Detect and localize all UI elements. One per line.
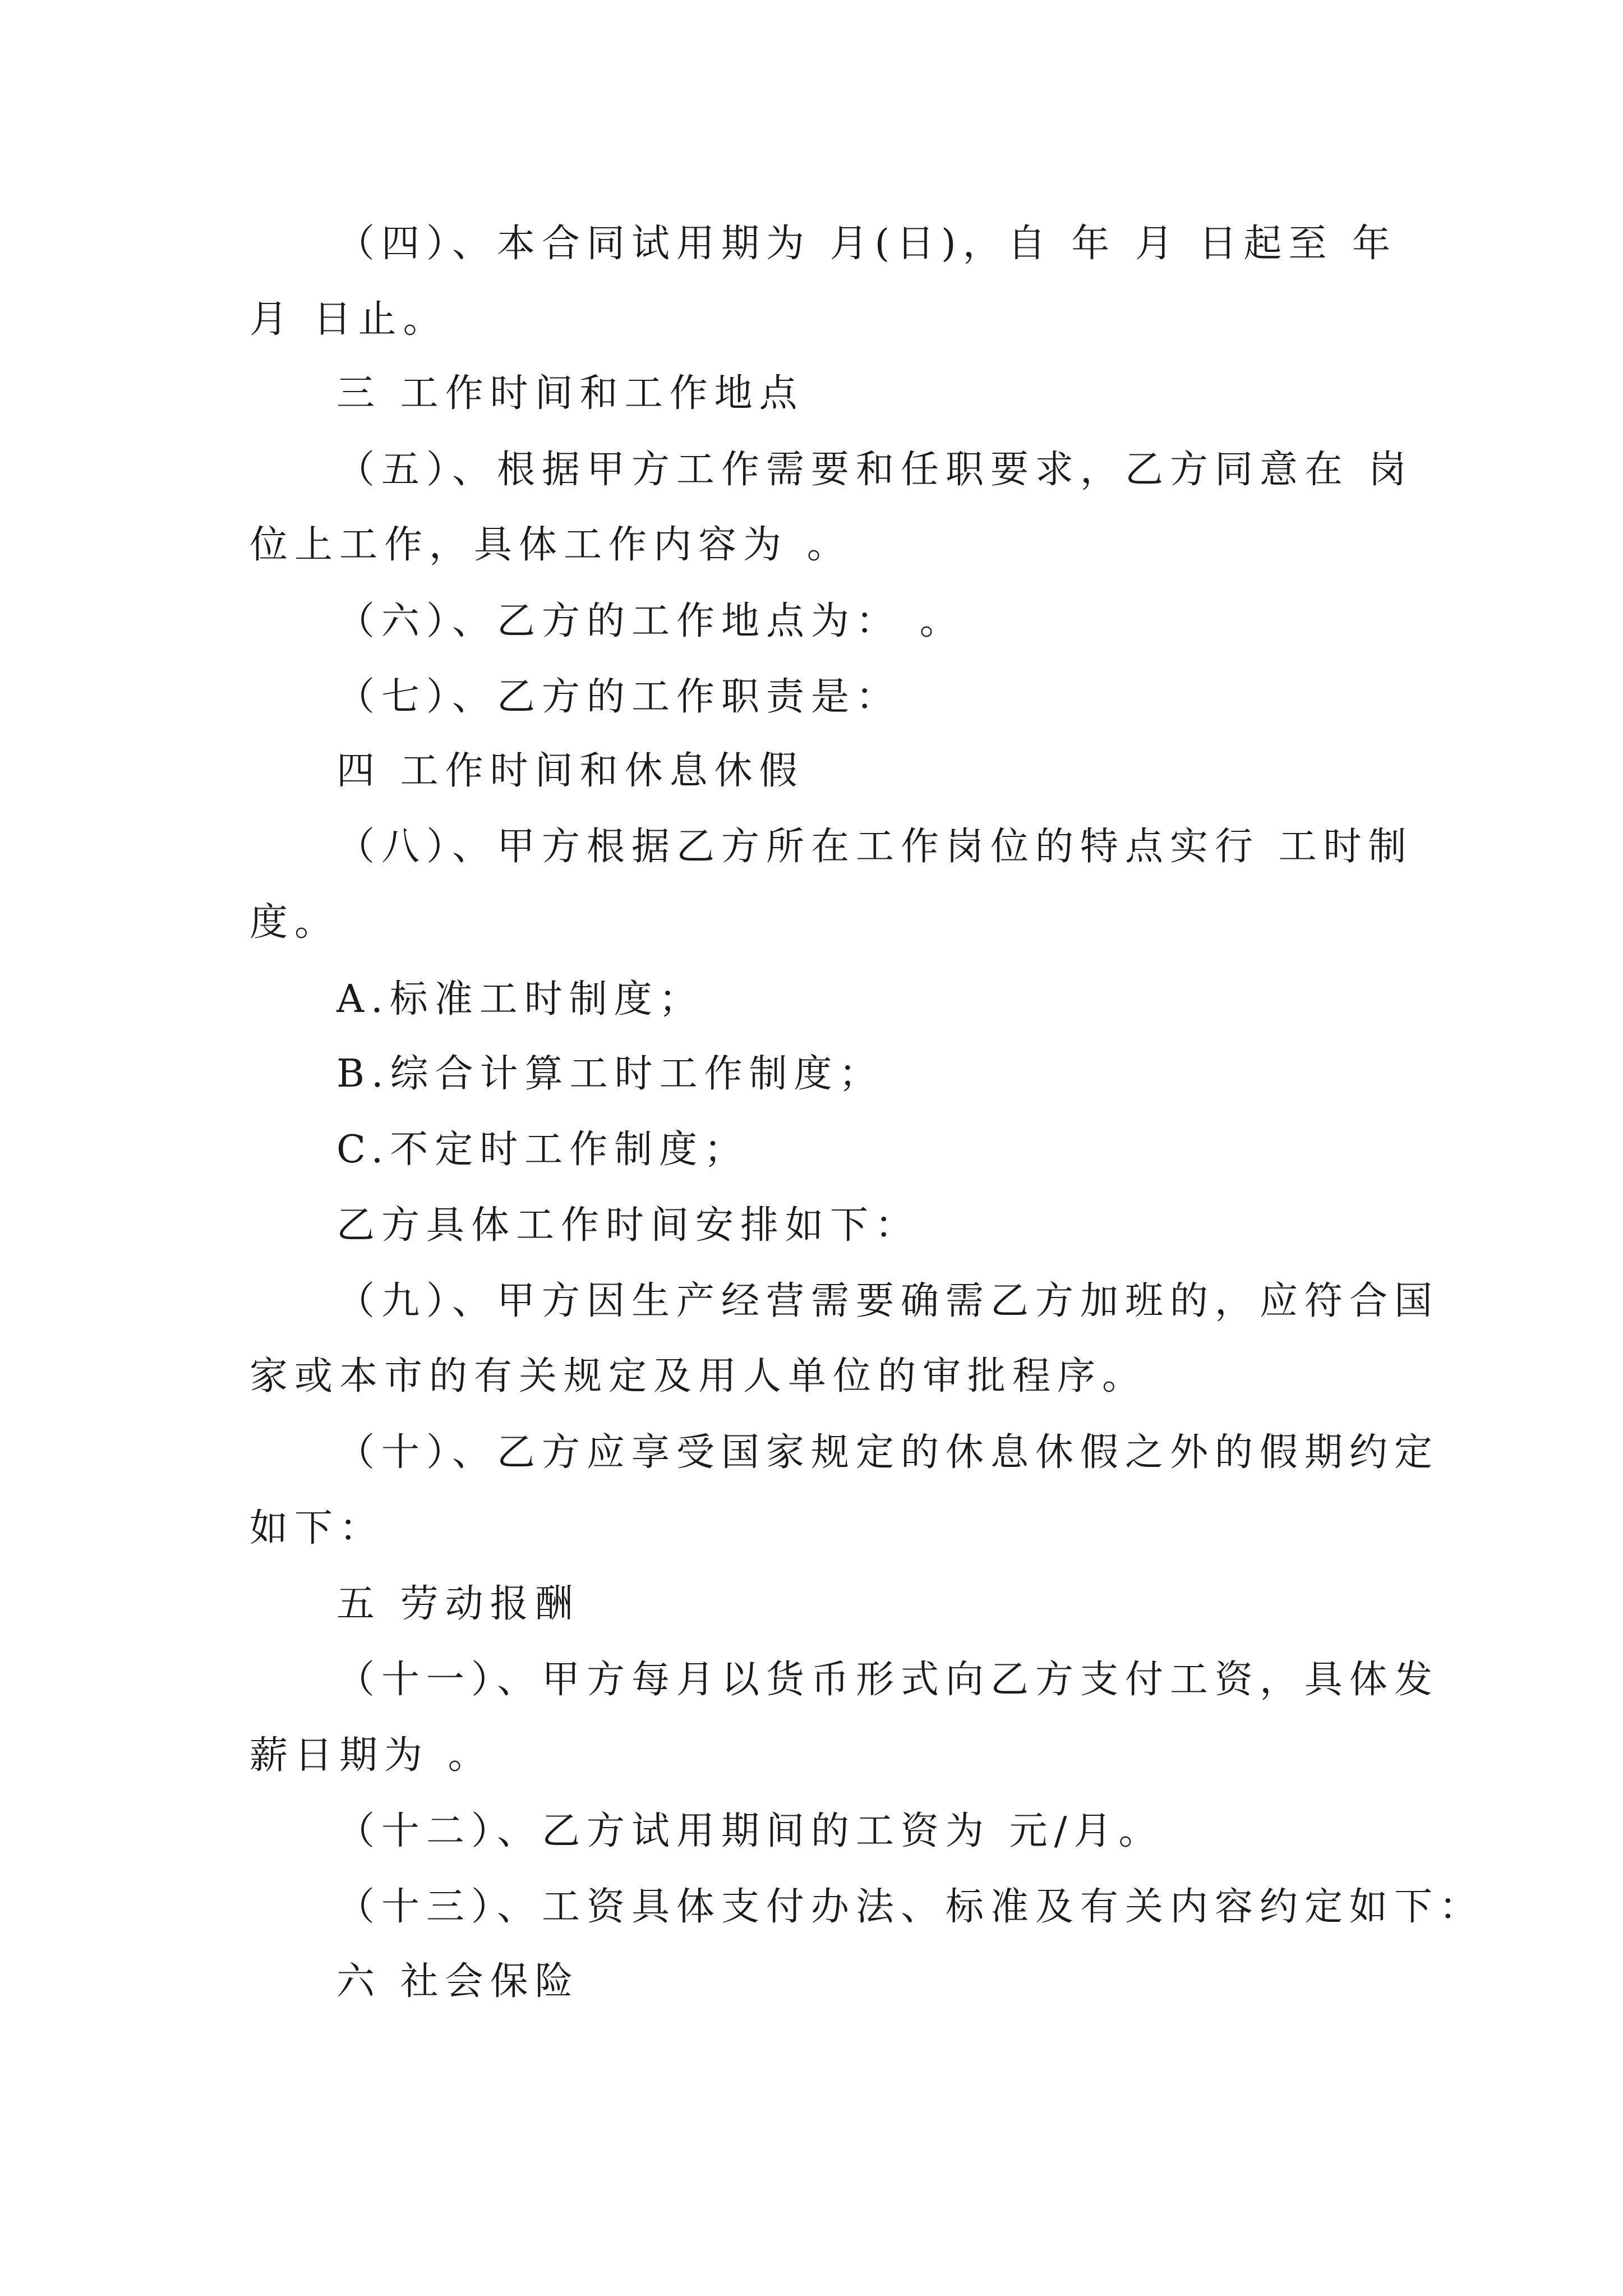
option-c: C.不定时工作制度；	[336, 1128, 749, 1172]
clause-4-line-1: （四）、本合同试用期为 月(日)，自 年 月 日起至 年	[336, 222, 1398, 266]
clause-8-line-2: 度。	[250, 900, 340, 945]
schedule-line: 乙方具体工作时间安排如下：	[336, 1203, 920, 1248]
clause-12-line-1: （十二）、乙方试用期间的工资为 元/月。	[336, 1809, 1164, 1853]
clause-9-line-1: （九）、甲方因生产经营需要确需乙方加班的，应符合国	[336, 1279, 1440, 1323]
section-3-heading: 三 工作时间和工作地点	[336, 371, 804, 416]
clause-7-line-1: （七）、乙方的工作职责是：	[336, 675, 901, 719]
clause-4-line-2: 月 日止。	[250, 297, 448, 342]
clause-8-line-1: （八）、甲方根据乙方所在工作岗位的特点实行 工时制	[336, 825, 1413, 869]
section-4-heading: 四 工作时间和休息休假	[336, 749, 804, 793]
clause-11-line-2: 薪日期为 。	[250, 1733, 493, 1778]
clause-11-line-1: （十一）、甲方每月以货币形式向乙方支付工资，具体发	[336, 1658, 1440, 1702]
clause-10-line-2: 如下：	[250, 1506, 385, 1550]
option-b: B.综合计算工时工作制度；	[336, 1052, 884, 1096]
option-a: A.标准工时制度；	[336, 977, 704, 1022]
section-5-heading: 五 劳动报酬	[336, 1582, 580, 1626]
section-6-heading: 六 社会保险	[336, 1959, 580, 2004]
clause-5-line-1: （五）、根据甲方工作需要和任职要求，乙方同意在 岗	[336, 448, 1413, 492]
clause-13-line-1: （十三）、工资具体支付办法、标准及有关内容约定如下：	[336, 1885, 1484, 1929]
clause-6-line-1: （六）、乙方的工作地点为： 。	[336, 599, 965, 643]
clause-5-line-2: 位上工作，具体工作内容为 。	[250, 523, 852, 567]
clause-9-line-2: 家或本市的有关规定及用人单位的审批程序。	[250, 1354, 1147, 1398]
clause-10-line-1: （十）、乙方应享受国家规定的休息休假之外的假期约定	[336, 1430, 1440, 1475]
